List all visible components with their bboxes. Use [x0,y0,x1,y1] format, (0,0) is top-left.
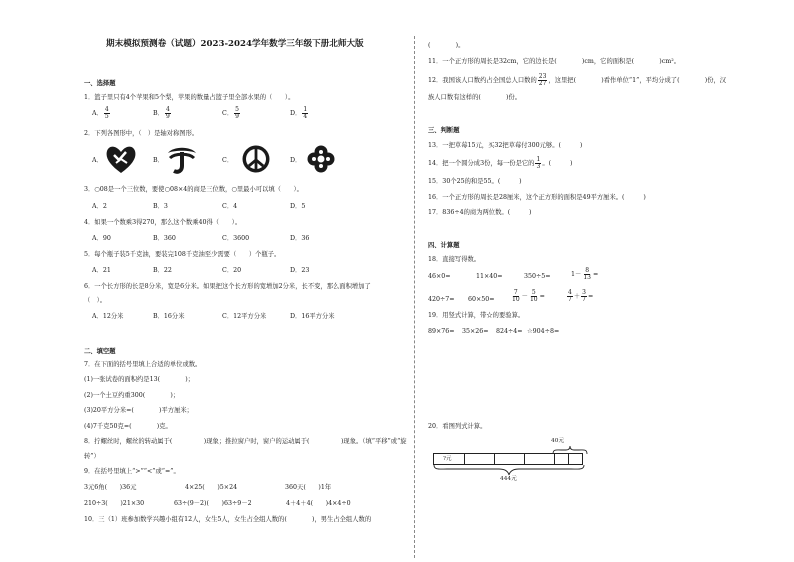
question-13: 13．一把草莓15元，买32把草莓付300元够。( ) [428,142,583,149]
q1-option-b: B． $\frac{4}{9}$ [153,106,170,120]
q19-item-1: 89×76= [428,328,455,335]
q1-option-d: D． $\frac{1}{4}$ [290,106,308,120]
q3-option-c: C．4 [222,203,238,210]
bottom-brace-icon [433,464,585,476]
tape-top-label: 40元 [551,438,565,444]
q1-option-c: C． $\frac{5}{9}$ [222,106,239,120]
question-19: 19．用竖式计算，带☆的要验算。 [428,312,525,319]
q3-option-d: D．5 [290,203,306,210]
q19-item-4: ☆904÷8= [527,328,560,335]
q7-item-2: (2)一个土豆约重300( )； [84,392,180,399]
column-divider [414,36,415,558]
q5-option-a: A．21 [92,267,111,274]
q4-option-b: B．360 [153,235,176,242]
q18-r2-c1: 420÷7= [428,296,455,303]
telecom-logo-icon [165,143,199,175]
q7-item-1: (1)一张试卷的面积约是13( )； [84,376,195,383]
question-17: 17．836÷4的商为两位数。( ) [428,209,532,216]
question-18: 18．直接写得数。 [428,256,481,263]
q4-option-c: C．3600 [222,235,250,242]
q19-item-2: 35×26= [462,328,489,335]
q9-r2-c2: 63÷(9－2)( )63÷9－2 [174,500,252,507]
tape-segment [554,454,555,464]
q6-option-d: D．16平方分米 [290,313,335,320]
q6-option-a: A．12分米 [92,313,124,320]
tape-bottom-label: 444元 [500,476,517,482]
tape-segment [464,454,465,464]
q5-option-c: C．20 [222,267,242,274]
question-2: 2．下列各图形中，（ ）是轴对称图形。 [84,130,199,137]
q3-option-b: B．3 [153,203,168,210]
question-1: 1．篮子里只有4个苹果和5个梨，苹果的数量占篮子里全部水果的（ ）。 [84,94,295,101]
q4-option-d: D．36 [290,235,310,242]
q5-option-b: B．22 [153,267,172,274]
q4-option-a: A．90 [92,235,111,242]
page-title: 期末模拟预测卷（试题）2023-2024学年数学三年级下册北师大版 [106,39,364,49]
section-1-heading: 一、选择题 [84,80,116,87]
question-11: 11．一个正方形的周长是32cm，它的边长是( )cm，它的面积是( )cm²。 [428,58,681,65]
question-7: 7．在下面的括号里填上合适的单位或数。 [84,361,202,368]
question-6: 6．一个长方形的长是8分米，宽是6分米。如果把这个长方形的宽增加2分米，长不变，那么面积增加了 [84,283,371,290]
q6-option-b: B．16分米 [153,313,185,320]
q2-option-d-label: D． [290,157,302,164]
q18-r1-c3: 350÷5= [524,273,551,280]
question-10: 10．三（1）班参加数学兴趣小组有12人，女生5人，女生占全组人数的( )，男生占全组人数的 [84,516,372,523]
four-circles-logo-icon [306,144,336,174]
q2-option-a-label: A． [92,157,103,164]
section-4-heading: 四、计算题 [428,242,460,249]
tape-cell-label: ?元 [443,456,452,462]
q9-r1-c1: 3元6角( )36元 [84,484,137,491]
question-6-cont: （ ）。 [84,297,107,304]
tape-segment [494,454,495,464]
q18-r1-c4: 1－ $\frac{8}{13}$ = [571,267,599,281]
question-14: 14．把一个圆分成3份，每一份是它的 $\frac{1}{3}$ 。( ) [428,156,573,170]
q7-item-3: (3)20平方分米=( )平方厘米； [84,407,193,414]
q1-option-a: A． $\frac{4}{5}$ [92,106,109,120]
q9-r2-c3: 4＋4＋4( )4×4÷0 [286,500,351,507]
question-12: 12．我国该人口数约占全国总人口数的 $\frac{23}{27}$ ，这里把( )看作单位“1”，平均分成了( )份，汉 [428,73,727,87]
q3-option-a: A．2 [92,203,107,210]
question-15: 15．30个25的和是55。( ) [428,178,522,185]
question-8: 8．拧螺丝时，螺丝的转动属于( )现象；推拉窗户时，窗户的运动属于( )现象。（填“平移”或“旋 [84,438,407,445]
question-20: 20．看图列式计算。 [428,423,487,430]
q5-option-d: D．23 [290,267,310,274]
question-5: 5．每个瓶子装5千克油，要装完108千克油至少需要（ ）个瓶子。 [84,251,281,258]
q2-option-b-label: B． [153,157,164,164]
q18-r2-c4: $\frac{4}{7}$ ＋ $\frac{3}{7}$ = [568,289,594,303]
question-4: 4．如果一个数乘3得270，那么这个数乘40得（ ）。 [84,219,242,226]
question-3: 3．○08是一个三位数，要使○08×4的商是三位数，○里最小可以填（ ）。 [84,186,303,193]
q18-r1-c1: 46×0= [428,273,451,280]
q9-r1-c3: 360天( )1年 [285,484,332,491]
q6-option-c: C．12平方分米 [222,313,267,320]
q9-r1-c2: 4×25( )5×24 [185,484,238,491]
section-2-heading: 二、填空题 [84,348,116,355]
question-12-cont: 族人口数有这样的( )份。 [428,94,522,101]
q18-r2-c3: $\frac{7}{10}$ － $\frac{5}{10}$ = [512,289,545,303]
question-9: 9．在括号里填上“>”“<”或“=”。 [84,468,180,475]
q18-r1-c2: 11×40= [476,273,503,280]
hands-heart-logo-icon [104,143,138,175]
q2-option-c-label: C． [222,157,234,164]
q7-item-4: (4)7千克50克=( )克。 [84,423,172,430]
question-8-cont: 转”） [84,453,100,460]
section-3-heading: 三、判断题 [428,127,460,134]
q19-item-3: 824÷4= [496,328,523,335]
q9-r2-c1: 210÷3( )21×30 [84,500,145,507]
question-16: 16．一个正方形的周长是28厘米，这个正方形的面积是49平方厘米。( ) [428,194,646,201]
tape-segment [524,454,525,464]
q18-r2-c2: 60×50= [468,296,495,303]
question-10-cont: ( )。 [428,42,465,49]
peace-sign-icon [241,144,271,174]
